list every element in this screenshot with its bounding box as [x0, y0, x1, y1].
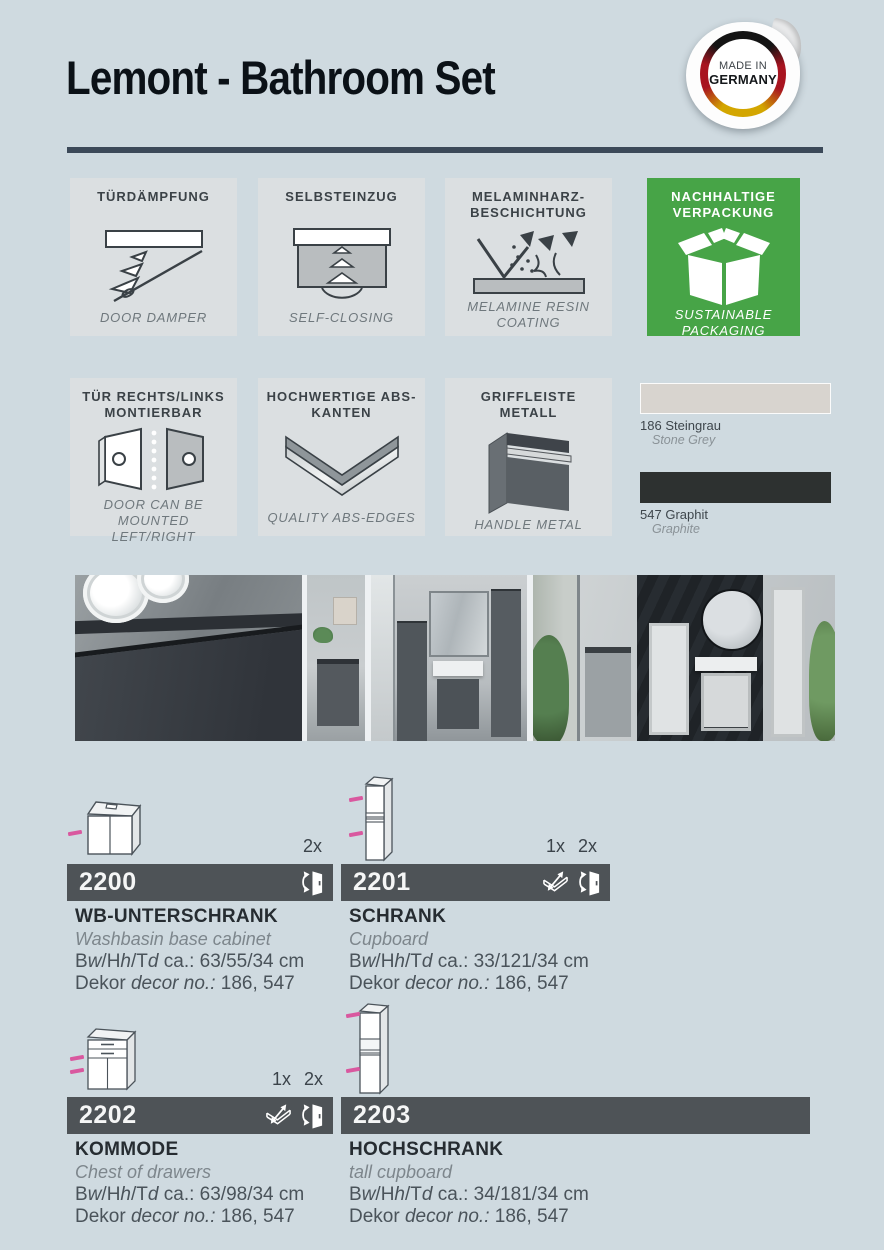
- sku-bar-2200: [67, 864, 333, 901]
- adjustable-shelf-icon: [265, 1102, 292, 1129]
- product-name-en: Chest of drawers: [75, 1162, 212, 1182]
- under-basin-cabinet-decor: [437, 679, 479, 729]
- sku-number: 2202: [79, 1101, 137, 1129]
- cabinet-2201-thumbnail: [362, 774, 394, 864]
- washbasin-decor: [695, 657, 757, 671]
- sku-number: 2201: [353, 868, 411, 896]
- round-mirror-decor: [701, 589, 763, 651]
- cabinet-2203-thumbnail: [356, 1002, 390, 1096]
- feature-subtitle: QUALITY ABS-EDGES: [267, 510, 416, 525]
- qty-shelf-label: 1x: [272, 1069, 292, 1089]
- product-dimensions: Bw/Hh/Td ca.: 63/55/34 cm: [75, 951, 305, 972]
- photo-cabinet-closeup: [75, 575, 302, 741]
- sustainable-box-icon: [655, 221, 792, 307]
- product-decors: Dekor decor no.: 186, 547: [75, 973, 295, 994]
- badge-line1: MADE IN: [719, 60, 767, 73]
- product-card-2203: [341, 1013, 810, 1249]
- badge-line2: GERMANY: [709, 71, 777, 87]
- header-divider: [67, 147, 823, 153]
- product-card-2202: [67, 1013, 333, 1249]
- decor-color-sample: [640, 383, 831, 414]
- feature-tile-sustainable-packaging: [647, 178, 800, 336]
- feature-title: TÜRDÄMPFUNG: [97, 189, 210, 204]
- sku-bar-2203: [341, 1097, 810, 1134]
- feature-subtitle: DOOR CAN BE MOUNTED LEFT/RIGHT: [103, 497, 204, 544]
- feature-subtitle: SELF-CLOSING: [289, 310, 394, 325]
- product-name-de: HOCHSCHRANK: [349, 1139, 504, 1160]
- adjustable-shelf-icon: [542, 869, 569, 896]
- product-decors: Dekor decor no.: 186, 547: [349, 973, 569, 994]
- decor-label-de: 547 Graphit: [640, 507, 708, 522]
- sku-bar-2202: [67, 1097, 333, 1134]
- sku-number: 2200: [79, 868, 137, 896]
- decor-color-sample: [640, 472, 831, 503]
- product-name-de: KOMMODE: [75, 1139, 179, 1160]
- feature-title: GRIFFLEISTE METALL: [480, 389, 577, 420]
- feature-subtitle: HANDLE METAL: [474, 517, 583, 532]
- self-closing-icon: [266, 221, 417, 310]
- feature-tile-door-damper: [70, 178, 237, 336]
- height-marker: [68, 830, 82, 836]
- badge-inner: [708, 39, 778, 109]
- feature-tile-abs-edges: [258, 378, 425, 536]
- product-card-2200: [67, 780, 333, 1016]
- sku-number: 2203: [353, 1101, 411, 1129]
- door-reversible-icon: [298, 1102, 325, 1129]
- bathroom-photo-strip: [75, 575, 835, 741]
- feature-title: MELAMINHARZ-BESCHICHTUNG: [470, 189, 587, 220]
- cabinet-decor: [317, 659, 359, 726]
- handle-metal-icon: [453, 421, 604, 517]
- feature-tile-door-left-right: [70, 378, 237, 544]
- tall-cabinet-decor: [397, 621, 427, 741]
- washbasin-decor: [433, 661, 483, 676]
- melamine-resin-icon: [453, 221, 604, 299]
- door-reversible-icon: [298, 869, 325, 896]
- decor-label-en: Stone Grey: [652, 433, 716, 447]
- feature-title: SELBSTEINZUG: [285, 189, 398, 204]
- page-title: Lemont - Bathroom Set: [66, 51, 495, 104]
- cabinet-2200-thumbnail: [82, 798, 146, 860]
- decor-label-en: Graphite: [652, 522, 700, 536]
- product-card-2201: [341, 780, 610, 1016]
- abs-edges-icon: [266, 421, 417, 510]
- mirror-cabinet-decor: [429, 591, 489, 657]
- open-cupboard-decor: [649, 623, 689, 735]
- feature-tile-self-closing: [258, 178, 425, 336]
- photo-base-cabinet-scene: [307, 575, 365, 741]
- feature-title: NACHHALTIGE VERPACKUNG: [671, 189, 776, 220]
- made-in-germany-badge: [686, 22, 800, 129]
- photo-full-bathroom-scene: [533, 575, 835, 741]
- feature-title: TÜR RECHTS/LINKS MONTIERBAR: [82, 389, 225, 420]
- tall-cabinet-decor: [771, 587, 805, 737]
- feature-subtitle: SUSTAINABLE PACKAGING: [674, 307, 773, 338]
- qty-door-label: 2x: [578, 836, 598, 856]
- product-name-en: Washbasin base cabinet: [75, 929, 271, 949]
- qty-shelf-label: 1x: [546, 836, 566, 856]
- product-decors: Dekor decor no.: 186, 547: [349, 1206, 569, 1227]
- sku-bar-2201: [341, 864, 610, 901]
- cabinet-decor: [585, 647, 631, 737]
- cabinet-front-decor: [75, 618, 302, 741]
- product-name-en: tall cupboard: [349, 1162, 453, 1182]
- door-left-right-icon: [78, 421, 229, 497]
- feature-subtitle: DOOR DAMPER: [99, 310, 208, 325]
- decor-label-de: 186 Steingrau: [640, 418, 721, 433]
- decor-swatch-graphite: [640, 472, 831, 536]
- picture-frame-decor: [333, 597, 357, 625]
- window-decor: [371, 575, 395, 741]
- plant-decor: [809, 621, 835, 741]
- tall-cabinet-decor: [491, 589, 521, 737]
- product-name-en: Cupboard: [349, 929, 429, 949]
- badge-ring: [700, 31, 786, 117]
- qty-door-label: 2x: [304, 1069, 324, 1089]
- product-dimensions: Bw/Hh/Td ca.: 63/98/34 cm: [75, 1184, 305, 1205]
- product-dimensions: Bw/Hh/Td ca.: 33/121/34 cm: [349, 951, 589, 972]
- cabinet-2202-thumbnail: [83, 1026, 139, 1092]
- qty-door-label: 2x: [302, 836, 322, 856]
- decor-swatch-stone-grey: [640, 383, 831, 447]
- product-name-de: SCHRANK: [349, 906, 447, 927]
- door-reversible-icon: [575, 869, 602, 896]
- under-basin-cabinet-decor: [701, 673, 751, 731]
- feature-tile-melamine-coating: [445, 178, 612, 336]
- product-decors: Dekor decor no.: 186, 547: [75, 1206, 295, 1227]
- feature-subtitle: MELAMINE RESIN COATING: [467, 299, 590, 330]
- door-damper-icon: [78, 221, 229, 310]
- plant-decor: [533, 635, 569, 741]
- photo-washbasin-scene: [371, 575, 527, 741]
- feature-title: HOCHWERTIGE ABS-KANTEN: [266, 389, 417, 420]
- plant-decor: [313, 627, 333, 643]
- product-dimensions: Bw/Hh/Td ca.: 34/181/34 cm: [349, 1184, 589, 1205]
- product-name-de: WB-UNTERSCHRANK: [75, 906, 278, 927]
- feature-tile-handle-metal: [445, 378, 612, 536]
